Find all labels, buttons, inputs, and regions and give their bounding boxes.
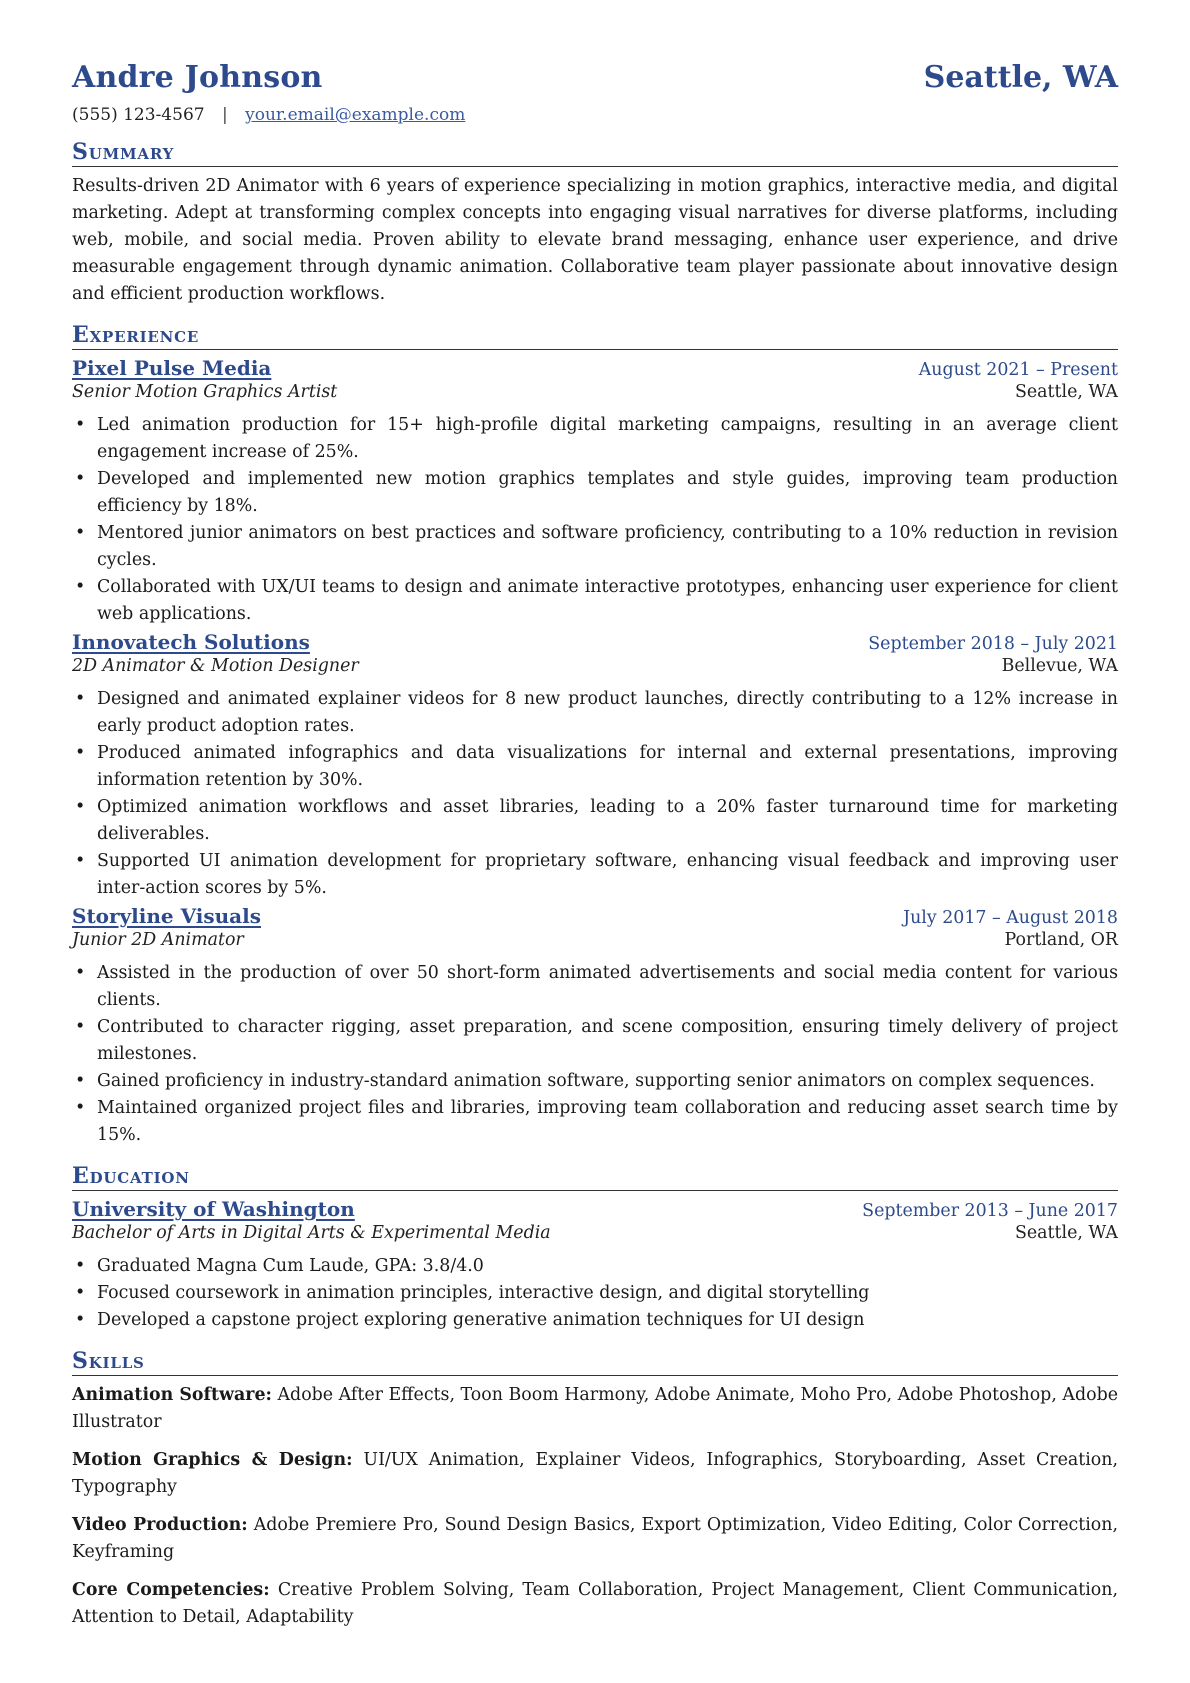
bullet-item: • Developed a capstone project exploring generative animation techniques for UI design — [97, 1307, 1118, 1334]
section-title-experience: Experience — [72, 322, 1118, 350]
job-header-row — [72, 356, 1118, 380]
job-bullets — [72, 960, 1118, 1149]
section-title-education: Education — [72, 1163, 1118, 1191]
bullet-item: • Developed and implemented new motion graphics templates and style guides, improving team production efficiency by 18%. — [97, 466, 1118, 520]
education-dates: September 2013 – June 2017 — [862, 1201, 1118, 1221]
bullet-item: • Contributed to character rigging, asset preparation, and scene composition, ensuring timely delivery of project milestones. — [97, 1014, 1118, 1068]
contact-separator: | — [221, 105, 228, 125]
bullet-item: • Collaborated with UX/UI teams to design and animate interactive prototypes, enhancing user experience for client web applications. — [97, 574, 1118, 628]
summary-section — [72, 139, 1118, 308]
job-sub-row — [72, 930, 1118, 950]
job-header-row — [72, 630, 1118, 654]
job-dates: August 2021 – Present — [918, 360, 1118, 380]
skill-list: UI/UX Animation, Explainer Videos, Infographics, Storyboarding, Asset Creation, Typography — [72, 1450, 1118, 1497]
skill-list: Adobe Premiere Pro, Sound Design Basics, Export Optimization, Video Editing, Color Correction, Keyframing — [72, 1515, 1118, 1562]
job-title: 2D Animator & Motion Designer — [72, 656, 359, 676]
skill-group-core-competencies — [72, 1577, 1118, 1631]
company-name: Innovatech Solutions — [72, 630, 310, 654]
job-title: Senior Motion Graphics Artist — [72, 382, 338, 402]
company-name: Storyline Visuals — [72, 904, 261, 928]
skill-group-motion-graphics-design — [72, 1447, 1118, 1501]
job-title: Junior 2D Animator — [72, 930, 244, 950]
bullet-item: • Focused coursework in animation principles, interactive design, and digital storytelling — [97, 1280, 1118, 1307]
degree-title: Bachelor of Arts in Digital Arts & Experimental Media — [72, 1223, 551, 1243]
bullet-item: • Supported UI animation development for proprietary software, enhancing visual feedback and improving user inter-action scores by 5%. — [97, 848, 1118, 902]
job-sub-row — [72, 382, 1118, 402]
skill-list: Creative Problem Solving, Team Collaboration, Project Management, Client Communication, Attention to Detail, Adaptability — [72, 1580, 1118, 1627]
job-dates: July 2017 – August 2018 — [903, 908, 1118, 928]
bullet-item: • Led animation production for 15+ high-profile digital marketing campaigns, resulting in an average client engagement increase of 25%. — [97, 412, 1118, 466]
summary-text: Results-driven 2D Animator with 6 years of experience specializing in motion graphics, interactive media, and digital marketing. Adept at transforming complex concepts into engaging visual narratives for diverse platforms, including web, mobile, and social media. Proven ability to elevate brand messaging, enhance user experience, and drive measurable engagement through dynamic animation. Collaborative team player passionate about innovative design and efficient production workflows. — [72, 176, 1118, 304]
header-location: Seattle, WA — [923, 60, 1118, 95]
bullet-item: • Graduated Magna Cum Laude, GPA: 3.8/4.0 — [97, 1253, 1118, 1280]
job-entry-storyline-visuals — [72, 904, 1118, 1149]
contact-line — [72, 105, 1118, 125]
experience-section — [72, 322, 1118, 1149]
job-entry-pixel-pulse-media — [72, 356, 1118, 628]
section-title-summary: Summary — [72, 139, 1118, 167]
email-link[interactable]: your.email@example.com — [245, 105, 466, 125]
skills-section — [72, 1348, 1118, 1631]
bullet-item: • Maintained organized project files and libraries, improving team collaboration and reducing asset search time by 15%. — [97, 1095, 1118, 1149]
skill-label: Video Production: — [72, 1515, 248, 1535]
phone-number: (555) 123-4567 — [72, 105, 205, 125]
bullet-item: • Designed and animated explainer videos for 8 new product launches, directly contributing to a 12% increase in early product adoption rates. — [97, 686, 1118, 740]
job-location: Portland, OR — [1004, 930, 1118, 950]
skill-label: Motion Graphics & Design: — [72, 1450, 353, 1470]
job-location: Seattle, WA — [1014, 382, 1118, 402]
job-bullets — [72, 686, 1118, 902]
job-location: Bellevue, WA — [1001, 656, 1118, 676]
job-dates: September 2018 – July 2021 — [868, 634, 1118, 654]
education-bullets — [72, 1253, 1118, 1334]
company-name: Pixel Pulse Media — [72, 356, 272, 380]
job-header-row — [72, 904, 1118, 928]
job-bullets — [72, 412, 1118, 628]
bullet-item: • Produced animated infographics and data visualizations for internal and external presentations, improving information retention by 30%. — [97, 740, 1118, 794]
skill-label: Core Competencies: — [72, 1580, 270, 1600]
skill-list: Adobe After Effects, Toon Boom Harmony, Adobe Animate, Moho Pro, Adobe Photoshop, Adobe Illustrator — [72, 1385, 1118, 1432]
education-section — [72, 1163, 1118, 1334]
job-entry-innovatech-solutions — [72, 630, 1118, 902]
bullet-item: • Mentored junior animators on best practices and software proficiency, contributing to a 10% reduction in revision cycles. — [97, 520, 1118, 574]
education-header-row — [72, 1197, 1118, 1221]
skill-label: Animation Software: — [72, 1385, 272, 1405]
bullet-item: • Gained proficiency in industry-standard animation software, supporting senior animators on complex sequences. — [97, 1068, 1118, 1095]
bullet-item: • Assisted in the production of over 50 short-form animated advertisements and social media content for various clients. — [97, 960, 1118, 1014]
education-entry — [72, 1197, 1118, 1334]
education-sub-row — [72, 1223, 1118, 1243]
section-title-skills: Skills — [72, 1348, 1118, 1376]
job-sub-row — [72, 656, 1118, 676]
bullet-item: • Optimized animation workflows and asset libraries, leading to a 20% faster turnaround time for marketing deliverables. — [97, 794, 1118, 848]
candidate-name: Andre Johnson — [72, 60, 323, 95]
resume-header — [72, 60, 1118, 95]
education-location: Seattle, WA — [1014, 1223, 1118, 1243]
skill-group-animation-software — [72, 1382, 1118, 1436]
school-name: University of Washington — [72, 1197, 355, 1221]
skill-group-video-production — [72, 1512, 1118, 1566]
